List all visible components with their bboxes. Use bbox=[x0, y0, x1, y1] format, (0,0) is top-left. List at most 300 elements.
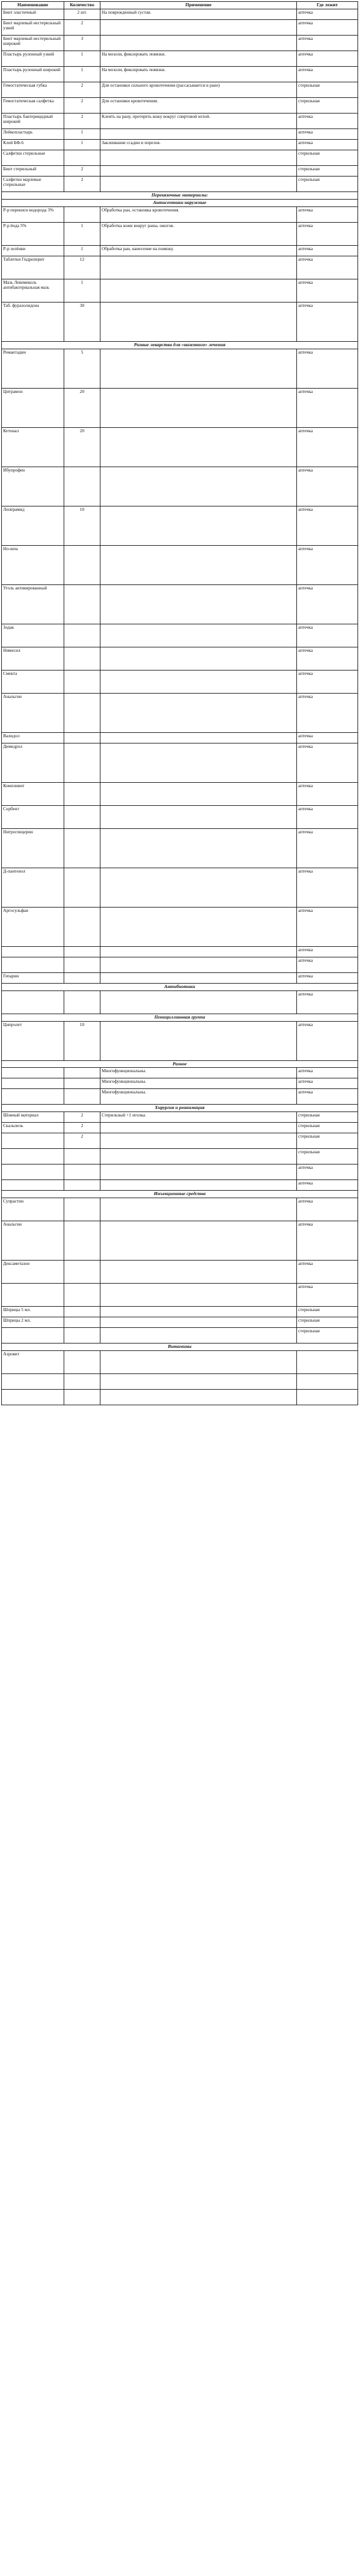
cell-usage bbox=[100, 176, 297, 191]
cell-location: аптечка bbox=[297, 51, 358, 66]
cell-name: Р-р йода 5% bbox=[2, 222, 64, 245]
cell-usage bbox=[100, 1317, 297, 1328]
cell-quantity: 2 bbox=[64, 97, 100, 113]
cell-name: Р-р зелёнки bbox=[2, 245, 64, 256]
cell-quantity: 2 bbox=[64, 113, 100, 128]
table-row bbox=[2, 1351, 358, 1374]
table-row bbox=[2, 1374, 358, 1390]
cell-usage bbox=[100, 1123, 297, 1133]
cell-usage: На мозоли, фиксировать повязки. bbox=[100, 51, 297, 66]
table-row bbox=[2, 1165, 358, 1180]
cell-name: Ципролет bbox=[2, 1021, 64, 1060]
cell-quantity bbox=[64, 990, 100, 1014]
cell-quantity: 1 bbox=[64, 66, 100, 82]
cell-location: стерильная bbox=[297, 1112, 358, 1123]
cell-name: Пластырь бактерицидный широкий bbox=[2, 113, 64, 128]
cell-quantity: 10 bbox=[64, 506, 100, 545]
section-header-row bbox=[2, 1060, 358, 1068]
cell-name bbox=[2, 1068, 64, 1078]
cell-quantity bbox=[64, 957, 100, 972]
cell-location: аптечка bbox=[297, 9, 358, 19]
cell-usage bbox=[100, 957, 297, 972]
header-quantity: Количество bbox=[64, 2, 100, 9]
section-header-row bbox=[2, 199, 358, 206]
cell-usage bbox=[100, 732, 297, 743]
cell-usage bbox=[100, 1390, 297, 1405]
cell-quantity: 3 bbox=[64, 35, 100, 51]
table-row bbox=[2, 279, 358, 302]
table-row bbox=[2, 670, 358, 693]
cell-location: стерильная bbox=[297, 176, 358, 191]
cell-usage: На мозоли, фиксировать повязки. bbox=[100, 66, 297, 82]
cell-name: Бинт эластичный bbox=[2, 9, 64, 19]
table-row bbox=[2, 1307, 358, 1317]
cell-name: Салфетки стерильные bbox=[2, 150, 64, 165]
cell-name bbox=[2, 1078, 64, 1089]
table-row bbox=[2, 1133, 358, 1149]
section-header-row bbox=[2, 1191, 358, 1198]
cell-name: Шприцы 5 мл. bbox=[2, 1307, 64, 1317]
cell-usage bbox=[100, 868, 297, 907]
table-row bbox=[2, 176, 358, 191]
cell-name: Компливит bbox=[2, 782, 64, 805]
cell-quantity bbox=[64, 1351, 100, 1374]
table-row bbox=[2, 506, 358, 545]
cell-location: аптечка bbox=[297, 805, 358, 828]
cell-location: аптечка bbox=[297, 647, 358, 670]
cell-quantity bbox=[64, 584, 100, 624]
cell-quantity bbox=[64, 206, 100, 222]
cell-location bbox=[297, 1351, 358, 1374]
table-row bbox=[2, 1078, 358, 1089]
cell-location: стерильная bbox=[297, 97, 358, 113]
table-row bbox=[2, 732, 358, 743]
cell-location: стерильная bbox=[297, 1317, 358, 1328]
cell-quantity: 1 bbox=[64, 139, 100, 150]
cell-quantity bbox=[64, 670, 100, 693]
cell-name: Супрастин bbox=[2, 1198, 64, 1221]
cell-name: Дексаметазон bbox=[2, 1261, 64, 1284]
cell-location: аптечка bbox=[297, 1165, 358, 1180]
table-row bbox=[2, 82, 358, 97]
cell-name: Кетонал bbox=[2, 427, 64, 467]
table-row bbox=[2, 128, 358, 139]
cell-name: Лоперамид bbox=[2, 506, 64, 545]
cell-quantity bbox=[64, 1165, 100, 1180]
cell-usage bbox=[100, 1284, 297, 1307]
cell-usage bbox=[100, 624, 297, 647]
table-row bbox=[2, 693, 358, 732]
cell-location: аптечка bbox=[297, 990, 358, 1014]
cell-location: стерильная bbox=[297, 1149, 358, 1165]
cell-usage bbox=[100, 805, 297, 828]
cell-location: аптечка bbox=[297, 128, 358, 139]
cell-usage bbox=[100, 427, 297, 467]
cell-name: Таблетки Гидроперит bbox=[2, 256, 64, 279]
cell-location: аптечка bbox=[297, 113, 358, 128]
cell-quantity: 2 bbox=[64, 1112, 100, 1123]
cell-usage: Многофункциональны. bbox=[100, 1089, 297, 1105]
cell-usage bbox=[100, 35, 297, 51]
cell-name: Аэровит bbox=[2, 1351, 64, 1374]
cell-location: стерильная bbox=[297, 1133, 358, 1149]
table-row bbox=[2, 1123, 358, 1133]
cell-name bbox=[2, 1374, 64, 1390]
cell-usage bbox=[100, 647, 297, 670]
cell-name bbox=[2, 1089, 64, 1105]
cell-name bbox=[2, 1180, 64, 1191]
cell-usage bbox=[100, 828, 297, 868]
cell-usage bbox=[100, 907, 297, 946]
cell-usage bbox=[100, 1180, 297, 1191]
table-row bbox=[2, 349, 358, 388]
cell-location: аптечка bbox=[297, 907, 358, 946]
table-row bbox=[2, 1221, 358, 1261]
table-row bbox=[2, 97, 358, 113]
medicine-table bbox=[1, 1, 358, 1405]
table-row bbox=[2, 972, 358, 983]
cell-location: аптечка bbox=[297, 35, 358, 51]
cell-name: Скальпель bbox=[2, 1123, 64, 1133]
table-row bbox=[2, 139, 358, 150]
cell-usage bbox=[100, 1307, 297, 1317]
cell-name bbox=[2, 1149, 64, 1165]
cell-location: аптечка bbox=[297, 1261, 358, 1284]
table-row bbox=[2, 427, 358, 467]
cell-usage: Многофункциональны. bbox=[100, 1068, 297, 1078]
cell-usage bbox=[100, 506, 297, 545]
cell-name: Клей БФ-6 bbox=[2, 139, 64, 150]
cell-location: аптечка bbox=[297, 545, 358, 584]
cell-name: Гемостатическая салфетка bbox=[2, 97, 64, 113]
cell-quantity bbox=[64, 1149, 100, 1165]
cell-location bbox=[297, 1390, 358, 1405]
cell-name: Смекта bbox=[2, 670, 64, 693]
cell-usage bbox=[100, 165, 297, 176]
cell-location: стерильная bbox=[297, 1307, 358, 1317]
cell-name: Нитроглицерин bbox=[2, 828, 64, 868]
cell-name: Шприцы 2 мл. bbox=[2, 1317, 64, 1328]
cell-name: Бинт марлевый нестерильный широкий bbox=[2, 35, 64, 51]
table-row bbox=[2, 1112, 358, 1123]
cell-name: Таб. фуразолидона bbox=[2, 302, 64, 341]
table-row bbox=[2, 957, 358, 972]
cell-quantity bbox=[64, 782, 100, 805]
cell-quantity bbox=[64, 647, 100, 670]
cell-usage bbox=[100, 1198, 297, 1221]
cell-quantity bbox=[64, 1317, 100, 1328]
cell-location: аптечка bbox=[297, 256, 358, 279]
table-row bbox=[2, 1180, 358, 1191]
cell-quantity bbox=[64, 946, 100, 957]
cell-quantity bbox=[64, 1198, 100, 1221]
cell-location: аптечка bbox=[297, 743, 358, 782]
cell-location: аптечка bbox=[297, 1180, 358, 1191]
cell-usage bbox=[100, 128, 297, 139]
table-row bbox=[2, 150, 358, 165]
cell-name: Лейкопластырь bbox=[2, 128, 64, 139]
cell-location: аптечка bbox=[297, 19, 358, 35]
cell-quantity: 10 bbox=[64, 1021, 100, 1060]
table-row bbox=[2, 1198, 358, 1221]
cell-usage: Для остановки кровотечения. bbox=[100, 97, 297, 113]
table-row bbox=[2, 1149, 358, 1165]
cell-usage bbox=[100, 302, 297, 341]
section-title: Перевязочные материалы: bbox=[2, 191, 358, 199]
cell-quantity: 1 bbox=[64, 51, 100, 66]
cell-quantity: 12 bbox=[64, 256, 100, 279]
cell-quantity: 1 bbox=[64, 245, 100, 256]
table-row bbox=[2, 165, 358, 176]
cell-name: Нимесил bbox=[2, 647, 64, 670]
table-row bbox=[2, 51, 358, 66]
cell-quantity bbox=[64, 1374, 100, 1390]
cell-quantity bbox=[64, 1089, 100, 1105]
cell-quantity: 2 bbox=[64, 1133, 100, 1149]
cell-name: Салфетки марлевые стерильные bbox=[2, 176, 64, 191]
cell-name bbox=[2, 1284, 64, 1307]
cell-location: аптечка bbox=[297, 957, 358, 972]
cell-quantity: 30 bbox=[64, 302, 100, 341]
table-row bbox=[2, 868, 358, 907]
cell-quantity: 2 bbox=[64, 82, 100, 97]
cell-location: аптечка bbox=[297, 1284, 358, 1307]
cell-usage bbox=[100, 19, 297, 35]
cell-location: аптечка bbox=[297, 1198, 358, 1221]
cell-name: Р-р перекиси водорода 3% bbox=[2, 206, 64, 222]
cell-name: Мазь Левомеколь антибактериальная мазь bbox=[2, 279, 64, 302]
cell-quantity: 1 bbox=[64, 222, 100, 245]
cell-quantity bbox=[64, 467, 100, 506]
cell-usage bbox=[100, 1221, 297, 1261]
cell-usage: Заклеивание ссадин и порезов. bbox=[100, 139, 297, 150]
table-body bbox=[2, 9, 358, 1405]
cell-usage bbox=[100, 743, 297, 782]
cell-quantity bbox=[64, 624, 100, 647]
cell-name bbox=[2, 957, 64, 972]
cell-usage bbox=[100, 349, 297, 388]
section-title: Разное bbox=[2, 1060, 358, 1068]
cell-usage: Обработка кожи вокруг раны, ожогов. bbox=[100, 222, 297, 245]
cell-name: Пластырь рулонный широкий bbox=[2, 66, 64, 82]
cell-name bbox=[2, 1390, 64, 1405]
section-header-row bbox=[2, 983, 358, 990]
table-row bbox=[2, 113, 358, 128]
cell-location: аптечка bbox=[297, 828, 358, 868]
cell-usage bbox=[100, 1021, 297, 1060]
cell-quantity: 2 bbox=[64, 19, 100, 35]
cell-location: аптечка bbox=[297, 206, 358, 222]
cell-name: Пластырь рулонный узкий bbox=[2, 51, 64, 66]
cell-usage bbox=[100, 972, 297, 983]
cell-location: аптечка bbox=[297, 1221, 358, 1261]
header-usage: Применение bbox=[100, 2, 297, 9]
table-row bbox=[2, 946, 358, 957]
cell-usage bbox=[100, 693, 297, 732]
cell-name: Сорбент bbox=[2, 805, 64, 828]
cell-location: аптечка bbox=[297, 302, 358, 341]
section-title: Антисептики наружные bbox=[2, 199, 358, 206]
cell-quantity: 2 bbox=[64, 165, 100, 176]
cell-name: Димедрол bbox=[2, 743, 64, 782]
table-row bbox=[2, 1328, 358, 1344]
cell-usage bbox=[100, 256, 297, 279]
cell-quantity bbox=[64, 1307, 100, 1317]
header-row bbox=[2, 2, 358, 9]
cell-usage bbox=[100, 467, 297, 506]
cell-usage bbox=[100, 1261, 297, 1284]
cell-name: Гепарин bbox=[2, 972, 64, 983]
cell-location bbox=[297, 1374, 358, 1390]
cell-quantity bbox=[64, 743, 100, 782]
section-header-row bbox=[2, 191, 358, 199]
cell-usage: Для остановки сильного кровотечения (рассасывается в ране) bbox=[100, 82, 297, 97]
cell-location: аптечка bbox=[297, 1078, 358, 1089]
table-row bbox=[2, 256, 358, 279]
table-row bbox=[2, 1390, 358, 1405]
cell-usage bbox=[100, 584, 297, 624]
cell-location: аптечка bbox=[297, 946, 358, 957]
cell-location: аптечка bbox=[297, 506, 358, 545]
table-row bbox=[2, 1317, 358, 1328]
cell-quantity bbox=[64, 1078, 100, 1089]
table-row bbox=[2, 805, 358, 828]
table-row bbox=[2, 743, 358, 782]
cell-location: аптечка bbox=[297, 349, 358, 388]
cell-location: аптечка bbox=[297, 868, 358, 907]
cell-name bbox=[2, 1328, 64, 1344]
cell-name: Анальгин bbox=[2, 1221, 64, 1261]
cell-usage bbox=[100, 545, 297, 584]
cell-name bbox=[2, 990, 64, 1014]
cell-quantity bbox=[64, 828, 100, 868]
table-row bbox=[2, 1261, 358, 1284]
cell-quantity: 2 bbox=[64, 1123, 100, 1133]
cell-quantity bbox=[64, 1261, 100, 1284]
table-row bbox=[2, 9, 358, 19]
cell-location: аптечка bbox=[297, 670, 358, 693]
cell-name bbox=[2, 1165, 64, 1180]
cell-name bbox=[2, 1133, 64, 1149]
table-row bbox=[2, 782, 358, 805]
cell-location: аптечка bbox=[297, 1068, 358, 1078]
cell-usage bbox=[100, 1133, 297, 1149]
cell-quantity bbox=[64, 150, 100, 165]
section-header-row bbox=[2, 341, 358, 349]
cell-quantity bbox=[64, 693, 100, 732]
cell-name: Уголь активированный bbox=[2, 584, 64, 624]
cell-location: аптечка bbox=[297, 1089, 358, 1105]
cell-usage bbox=[100, 946, 297, 957]
cell-usage bbox=[100, 1328, 297, 1344]
cell-name: Ремантадин bbox=[2, 349, 64, 388]
cell-name: Анальгин bbox=[2, 693, 64, 732]
cell-name: Шовный материал bbox=[2, 1112, 64, 1123]
table-row bbox=[2, 467, 358, 506]
table-row bbox=[2, 1021, 358, 1060]
cell-quantity bbox=[64, 545, 100, 584]
section-title: Антибиотики bbox=[2, 983, 358, 990]
section-title: Разные лекарства для «наземного» лечения bbox=[2, 341, 358, 349]
cell-name: Цитрамон bbox=[2, 388, 64, 427]
section-title: Пенициллиновая группа bbox=[2, 1014, 358, 1021]
table-row bbox=[2, 19, 358, 35]
table-row bbox=[2, 245, 358, 256]
cell-name: Ибупрофен bbox=[2, 467, 64, 506]
cell-name: Валидол bbox=[2, 732, 64, 743]
table-header bbox=[2, 2, 358, 9]
cell-location: аптечка bbox=[297, 1021, 358, 1060]
table-row bbox=[2, 584, 358, 624]
cell-location: стерильная bbox=[297, 82, 358, 97]
table-row bbox=[2, 206, 358, 222]
section-title: Хирургия и реанимация bbox=[2, 1105, 358, 1112]
section-header-row bbox=[2, 1344, 358, 1351]
table-row bbox=[2, 388, 358, 427]
cell-quantity bbox=[64, 1390, 100, 1405]
table-row bbox=[2, 990, 358, 1014]
table-row bbox=[2, 302, 358, 341]
cell-location: аптечка bbox=[297, 467, 358, 506]
cell-quantity bbox=[64, 1221, 100, 1261]
header-location: Где лежит bbox=[297, 2, 358, 9]
cell-location: аптечка bbox=[297, 782, 358, 805]
cell-location: аптечка bbox=[297, 693, 358, 732]
table-row bbox=[2, 545, 358, 584]
cell-location: аптечка bbox=[297, 388, 358, 427]
cell-quantity bbox=[64, 1068, 100, 1078]
cell-name: Д-пантенол bbox=[2, 868, 64, 907]
table-row bbox=[2, 647, 358, 670]
cell-name: Бинт стерильный bbox=[2, 165, 64, 176]
cell-usage: На поврежденный сустав. bbox=[100, 9, 297, 19]
cell-usage bbox=[100, 1351, 297, 1374]
cell-usage: Обработка ран, нанесение на повязку. bbox=[100, 245, 297, 256]
cell-location: аптечка bbox=[297, 584, 358, 624]
cell-usage bbox=[100, 782, 297, 805]
cell-usage: Обработка ран, остановка кровотечения. bbox=[100, 206, 297, 222]
cell-usage bbox=[100, 388, 297, 427]
section-title: Витамины bbox=[2, 1344, 358, 1351]
cell-quantity bbox=[64, 732, 100, 743]
cell-location: аптечка bbox=[297, 624, 358, 647]
cell-usage: Стерильный +1 иголка. bbox=[100, 1112, 297, 1123]
cell-quantity bbox=[64, 1180, 100, 1191]
cell-quantity: 1 bbox=[64, 128, 100, 139]
table-row bbox=[2, 828, 358, 868]
cell-quantity: 1 bbox=[64, 279, 100, 302]
cell-quantity: 20 bbox=[64, 388, 100, 427]
table-row bbox=[2, 35, 358, 51]
section-header-row bbox=[2, 1014, 358, 1021]
table-row bbox=[2, 66, 358, 82]
cell-location: стерильная bbox=[297, 1123, 358, 1133]
table-row bbox=[2, 1068, 358, 1078]
cell-usage bbox=[100, 1165, 297, 1180]
cell-quantity: 2 шт. bbox=[64, 9, 100, 19]
cell-quantity bbox=[64, 805, 100, 828]
cell-usage bbox=[100, 150, 297, 165]
header-name: Наименование bbox=[2, 2, 64, 9]
cell-quantity bbox=[64, 972, 100, 983]
table-row bbox=[2, 907, 358, 946]
cell-name: Бинт марлевый нестерильный узкий bbox=[2, 19, 64, 35]
cell-quantity: 5 bbox=[64, 349, 100, 388]
cell-usage: Клеить на рану, протереть кожу вокруг спиртовой иглой. bbox=[100, 113, 297, 128]
cell-location: аптечка bbox=[297, 427, 358, 467]
cell-usage bbox=[100, 990, 297, 1014]
cell-location: аптечка bbox=[297, 222, 358, 245]
